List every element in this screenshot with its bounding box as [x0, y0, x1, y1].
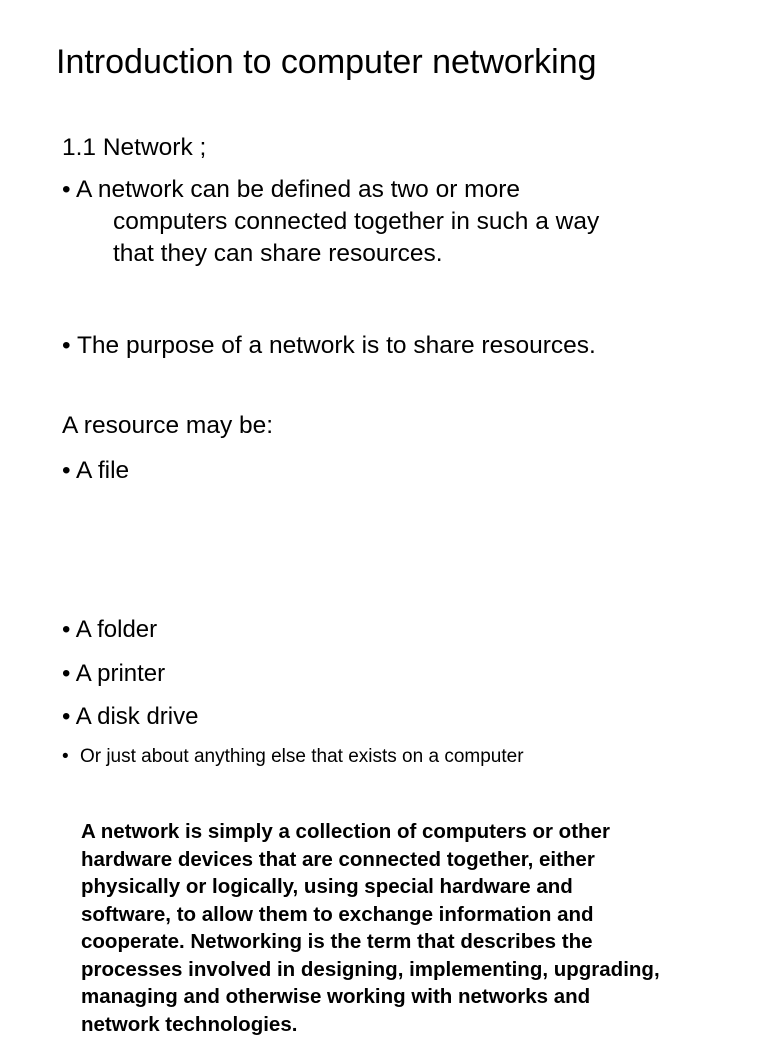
summary-paragraph — [81, 818, 721, 1038]
resource-item-folder: • A folder — [62, 614, 157, 646]
summary-line: physically or logically, using special hardware and — [81, 873, 721, 901]
purpose-statement: • The purpose of a network is to share resources. — [62, 330, 596, 362]
summary-line: network technologies. — [81, 1011, 721, 1038]
definition-line-1: • A network can be defined as two or more — [62, 174, 520, 206]
resource-item-disk-drive: • A disk drive — [62, 701, 198, 733]
resource-item-other — [62, 744, 524, 770]
resource-item-printer: • A printer — [62, 658, 165, 690]
summary-line: A network is simply a collection of computers or other — [81, 818, 721, 846]
resource-item-other-text: Or just about anything else that exists on a computer — [80, 746, 524, 767]
summary-line: hardware devices that are connected together, either — [81, 846, 721, 874]
bullet-icon: • — [62, 746, 69, 767]
resource-intro: A resource may be: — [62, 410, 273, 442]
summary-line: managing and otherwise working with networks and — [81, 983, 721, 1011]
section-heading: 1.1 Network ; — [62, 132, 206, 164]
definition-line-3: that they can share resources. — [113, 238, 443, 270]
summary-line: software, to allow them to exchange information and — [81, 901, 721, 929]
summary-line: cooperate. Networking is the term that describes the — [81, 928, 721, 956]
definition-line-2: computers connected together in such a way — [113, 206, 599, 238]
page-title: Introduction to computer networking — [56, 40, 597, 84]
summary-line: processes involved in designing, implementing, upgrading, — [81, 956, 721, 984]
resource-item-file: • A file — [62, 455, 129, 487]
